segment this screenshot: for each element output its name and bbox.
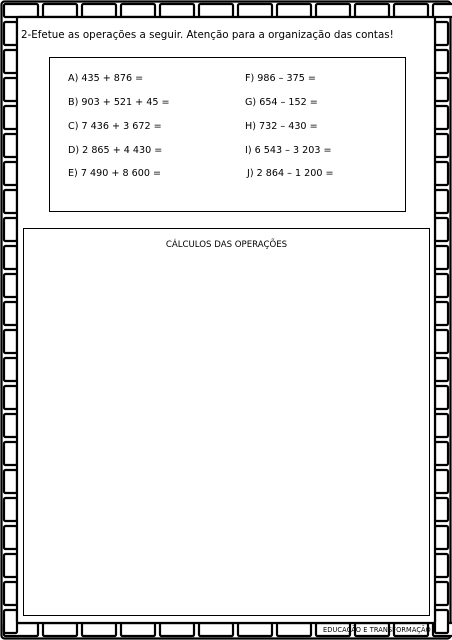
frame-brick-right [435, 22, 448, 45]
frame-brick-top [160, 4, 194, 17]
frame-brick-top [199, 4, 233, 17]
frame-brick-left [4, 414, 17, 437]
operation-g: G) 654 – 152 = [245, 97, 318, 108]
frame-brick-bottom [121, 623, 155, 636]
frame-brick-left [4, 106, 17, 129]
frame-brick-top [238, 4, 272, 17]
frame-brick-right [435, 134, 448, 157]
frame-brick-right [435, 50, 448, 73]
frame-brick-bottom [43, 623, 77, 636]
operation-e: E) 7 490 + 8 600 = [68, 168, 162, 179]
frame-brick-top [394, 4, 428, 17]
frame-brick-right [435, 554, 448, 577]
frame-brick-right [435, 582, 448, 605]
frame-brick-left [4, 190, 17, 213]
frame-brick-left [4, 386, 17, 409]
frame-brick-right [435, 218, 448, 241]
frame-brick-top [316, 4, 350, 17]
operation-i: I) 6 543 – 3 203 = [245, 145, 332, 156]
frame-brick-right [435, 358, 448, 381]
frame-brick-right [435, 302, 448, 325]
operation-f: F) 986 – 375 = [245, 73, 316, 84]
frame-brick-left [4, 358, 17, 381]
operations-box [49, 57, 406, 212]
frame-brick-right [435, 246, 448, 269]
frame-brick-right [435, 190, 448, 213]
frame-brick-bottom [238, 623, 272, 636]
frame-brick-right [435, 162, 448, 185]
frame-brick-left [4, 246, 17, 269]
frame-brick-right [435, 470, 448, 493]
frame-brick-top [433, 4, 452, 17]
frame-brick-left [4, 78, 17, 101]
operation-d: D) 2 865 + 4 430 = [68, 145, 163, 156]
frame-brick-left [4, 274, 17, 297]
frame-brick-bottom [199, 623, 233, 636]
frame-brick-left [4, 302, 17, 325]
frame-brick-left [4, 470, 17, 493]
frame-brick-right [435, 386, 448, 409]
operation-c: C) 7 436 + 3 672 = [68, 121, 162, 132]
frame-brick-right [435, 274, 448, 297]
frame-brick-top [43, 4, 77, 17]
operation-j: J) 2 864 – 1 200 = [247, 168, 334, 179]
frame-brick-left [4, 442, 17, 465]
frame-brick-left [4, 582, 17, 605]
frame-brick-left [4, 554, 17, 577]
operation-h: H) 732 – 430 = [245, 121, 318, 132]
footer-credit: EDUCAÇÃO E TRANSFORMAÇÃO [323, 626, 431, 634]
frame-brick-left [4, 330, 17, 353]
frame-brick-left [4, 162, 17, 185]
frame-brick-left [4, 498, 17, 521]
frame-brick-top [121, 4, 155, 17]
operation-b: B) 903 + 521 + 45 = [68, 97, 170, 108]
frame-brick-left [4, 134, 17, 157]
frame-brick-left [4, 218, 17, 241]
frame-brick-top [277, 4, 311, 17]
frame-brick-top [4, 4, 38, 17]
frame-brick-right [435, 526, 448, 549]
frame-brick-right [435, 106, 448, 129]
frame-brick-top [355, 4, 389, 17]
frame-brick-top [82, 4, 116, 17]
exercise-instruction: 2-Efetue as operações a seguir. Atenção para a organização das contas! [21, 29, 394, 41]
frame-brick-left [4, 526, 17, 549]
calculations-area [23, 228, 430, 616]
frame-brick-right [435, 498, 448, 521]
frame-brick-right [435, 78, 448, 101]
frame-brick-bottom [160, 623, 194, 636]
operation-a: A) 435 + 876 = [68, 73, 144, 84]
frame-brick-right [435, 414, 448, 437]
frame-brick-left [4, 50, 17, 73]
calculations-title: CÁLCULOS DAS OPERAÇÕES [165, 240, 288, 250]
frame-brick-bottom [277, 623, 311, 636]
frame-brick-left [4, 610, 17, 633]
frame-brick-right [435, 610, 448, 633]
frame-brick-left [4, 22, 17, 45]
frame-brick-right [435, 330, 448, 353]
frame-brick-bottom [82, 623, 116, 636]
frame-brick-right [435, 442, 448, 465]
